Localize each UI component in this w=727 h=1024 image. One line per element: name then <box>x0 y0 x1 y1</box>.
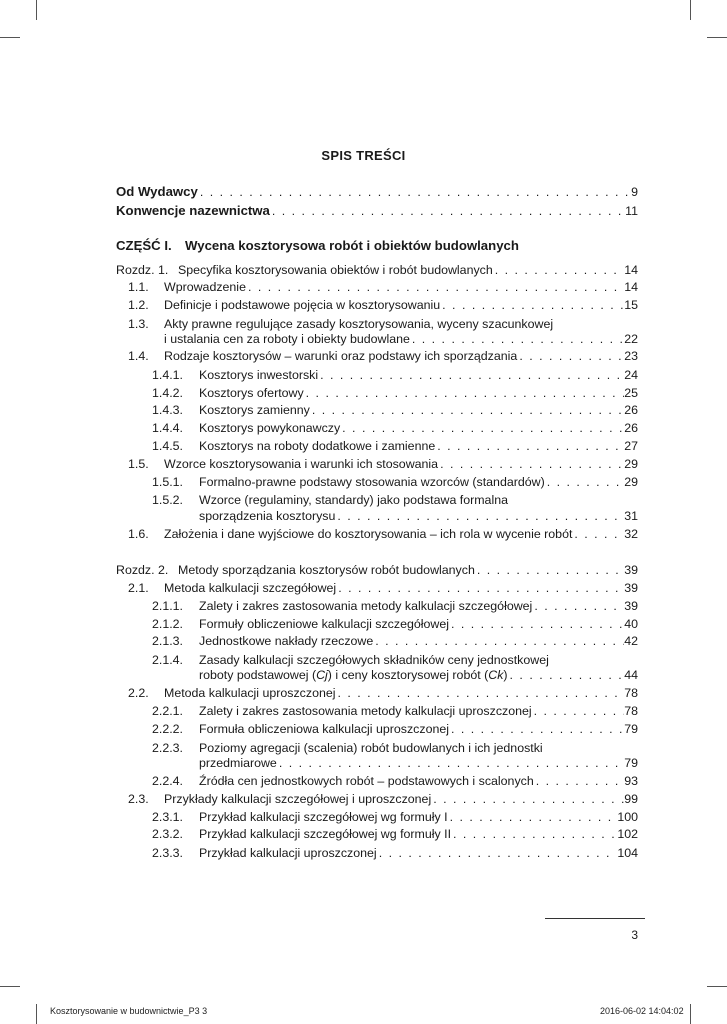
section-title: Poziomy agregacji (scalenia) robót budowlanych i ich jednostki <box>199 741 543 755</box>
section-title: Kosztorys inwestorski <box>199 368 319 382</box>
chapter-number: Rozdz. 2. <box>116 563 169 577</box>
section-title: Kosztorys na roboty dodatkowe i zamienne <box>199 439 436 453</box>
section-number: 1.1. <box>128 280 149 294</box>
leader-dots <box>198 184 628 201</box>
leader-dots <box>277 755 624 772</box>
leader-dots <box>517 348 624 365</box>
leader-dots <box>572 526 624 543</box>
leader-dots <box>440 297 624 314</box>
toc-entry-od-wydawcy[interactable] <box>116 183 638 200</box>
leader-dots <box>532 703 625 720</box>
toc-page-number: 14 <box>624 263 638 277</box>
crop-mark-bottom-right-h <box>707 986 727 987</box>
toc-entry-konwencje[interactable] <box>116 202 638 219</box>
crop-mark-top-right-h <box>707 37 727 38</box>
toc-entry-1-4-3[interactable] <box>116 402 638 419</box>
section-title: Zalety i zakres zastosowania metody kalkulacji szczegółowej <box>199 599 533 613</box>
toc-entry-label: Konwencje nazewnictwa <box>116 203 270 218</box>
section-number: 2.3.1. <box>152 810 184 824</box>
section-number: 1.4.3. <box>152 403 184 417</box>
leader-dots <box>493 262 624 279</box>
page-title: SPIS TREŚCI <box>321 148 406 163</box>
section-number: 2.2.2. <box>152 722 184 736</box>
crop-mark-top-right-v <box>690 0 691 20</box>
part-title: Wycena kosztorysowa robót i obiektów budowlanych <box>185 238 519 253</box>
section-number: 2.2.4. <box>152 774 184 788</box>
section-number: 1.5. <box>128 457 149 471</box>
toc-page-number: 11 <box>625 204 638 218</box>
toc-entry-1-4-2[interactable] <box>116 385 638 402</box>
toc-entry-label: Od Wydawcy <box>116 184 198 199</box>
leader-dots <box>377 845 618 862</box>
toc-entry-1-6[interactable] <box>116 526 638 543</box>
toc-page-number: 78 <box>624 686 638 700</box>
toc-page-number: 29 <box>624 475 638 489</box>
leader-dots <box>449 616 624 633</box>
section-title: Formuły obliczeniowe kalkulacji szczegółowej <box>199 617 449 631</box>
section-title: Przykład kalkulacji szczegółowej wg formuły I <box>199 810 448 824</box>
leader-dots <box>310 402 624 419</box>
toc-entry-2-1-2[interactable] <box>116 616 638 633</box>
leader-dots <box>508 667 625 684</box>
toc-page-number: 15 <box>624 298 638 312</box>
crop-mark-bottom-left-h <box>0 986 20 987</box>
leader-dots <box>438 456 624 473</box>
section-number: 1.6. <box>128 527 149 541</box>
section-number: 2.1.4. <box>152 653 184 667</box>
print-slug-right: 2016-06-02 14:04:02 <box>600 1006 684 1016</box>
toc-page-number: 27 <box>624 439 638 453</box>
section-title: Metoda kalkulacji szczegółowej <box>164 581 337 595</box>
section-title: Przykład kalkulacji uproszczonej <box>199 846 377 860</box>
toc-entry-2-2-4[interactable] <box>116 773 638 790</box>
toc-page-number: 32 <box>624 527 638 541</box>
leader-dots <box>431 791 624 808</box>
leader-dots <box>545 474 624 491</box>
leader-dots <box>336 685 625 702</box>
toc-page-number: 78 <box>624 704 638 718</box>
toc-page-number: 39 <box>624 563 638 577</box>
leader-dots <box>304 385 625 402</box>
toc-entry-2-2-3-line2[interactable] <box>116 755 638 772</box>
toc-page-number: 40 <box>624 617 638 631</box>
page-number: 3 <box>631 928 638 942</box>
section-number: 2.3.2. <box>152 827 184 841</box>
section-number: 1.2. <box>128 298 149 312</box>
section-number: 1.4.2. <box>152 386 184 400</box>
leader-dots <box>534 773 624 790</box>
toc-entry-1-4-5[interactable] <box>116 438 638 455</box>
section-title: Zasady kalkulacji szczegółowych składników ceny jednostkowej <box>199 653 549 667</box>
toc-page-number: 104 <box>617 846 638 860</box>
toc-page-number: 29 <box>624 457 638 471</box>
toc-entry-2-1-1[interactable] <box>116 598 638 615</box>
leader-dots <box>410 331 624 348</box>
chapter-2-heading[interactable] <box>116 562 638 579</box>
leader-dots <box>532 598 624 615</box>
toc-entry-1-3-line2[interactable] <box>116 331 638 348</box>
section-title: Zalety i zakres zastosowania metody kalkulacji uproszczonej <box>199 704 532 718</box>
toc-page-number: 9 <box>631 185 638 199</box>
chapter-1-heading[interactable] <box>116 262 638 279</box>
section-title: Kosztorys ofertowy <box>199 386 304 400</box>
leader-dots <box>451 826 617 843</box>
toc-entry-2-2-1[interactable] <box>116 703 638 720</box>
section-title: Źródła cen jednostkowych robót – podstawowych i scalonych <box>199 774 534 788</box>
section-title: Rodzaje kosztorysów – warunki oraz podstawy ich sporządzania <box>164 349 518 363</box>
section-number: 2.2.1. <box>152 704 184 718</box>
toc-entry-2-2-2[interactable] <box>116 721 638 738</box>
toc-page-number: 23 <box>624 349 638 363</box>
leader-dots <box>270 203 625 220</box>
toc-entry-1-1[interactable] <box>116 279 638 296</box>
toc-entry-2-1-4-line2[interactable] <box>116 667 638 684</box>
toc-entry-1-5-2-line2[interactable] <box>116 508 638 525</box>
section-number: 1.4.1. <box>152 368 184 382</box>
toc-page-number: 79 <box>624 722 638 736</box>
toc-page-number: 24 <box>624 368 638 382</box>
toc-page-number: 39 <box>624 581 638 595</box>
toc-entry-2-3-1[interactable] <box>116 809 638 826</box>
leader-dots <box>448 809 618 826</box>
section-title-continued: sporządzenia kosztorysu <box>199 509 336 523</box>
toc-entry-2-2[interactable] <box>116 685 638 702</box>
section-number: 1.5.2. <box>152 493 184 507</box>
section-title: Wprowadzenie <box>164 280 246 294</box>
toc-page-number: 14 <box>624 280 638 294</box>
crop-mark-bottom-left-v <box>36 1004 37 1024</box>
part-heading[interactable] <box>116 237 638 254</box>
toc-page-number: 79 <box>624 756 638 770</box>
section-title: Założenia i dane wyjściowe do kosztorysowania – ich rola w wycenie robót <box>164 527 573 541</box>
toc-entry-1-5-1[interactable] <box>116 474 638 491</box>
section-title: Akty prawne regulujące zasady kosztorysowania, wyceny szacunkowej <box>164 317 554 331</box>
leader-dots <box>435 438 624 455</box>
toc-page-number: 99 <box>624 792 638 806</box>
crop-mark-top-left-v <box>36 0 37 20</box>
toc-entry-2-3-2[interactable] <box>116 826 638 843</box>
toc-entry-2-1-3[interactable] <box>116 633 638 650</box>
crop-mark-bottom-right-v <box>690 1004 691 1024</box>
section-number: 2.1.2. <box>152 617 184 631</box>
toc-page-number: 42 <box>624 634 638 648</box>
toc-entry-1-5[interactable] <box>116 456 638 473</box>
toc-page-number: 26 <box>624 403 638 417</box>
section-title: Wzorce kosztorysowania i warunki ich stosowania <box>164 457 439 471</box>
toc-entry-1-4[interactable] <box>116 348 638 365</box>
toc-page-number: 39 <box>624 599 638 613</box>
section-number: 1.4.4. <box>152 421 184 435</box>
section-number: 2.2.3. <box>152 741 184 755</box>
section-number: 1.4.5. <box>152 439 184 453</box>
toc-entry-2-3-3[interactable] <box>116 845 638 862</box>
section-number: 1.4. <box>128 349 149 363</box>
toc-entry-1-2[interactable] <box>116 297 638 314</box>
leader-dots <box>335 508 624 525</box>
section-title: Przykład kalkulacji szczegółowej wg formuły II <box>199 827 452 841</box>
section-title-continued: przedmiarowe <box>199 756 277 770</box>
section-title-continued: i ustalania cen za roboty i obiekty budowlane <box>164 332 410 346</box>
section-title: Formalno-prawne podstawy stosowania wzorców (standardów) <box>199 475 545 489</box>
section-title: Jednostkowe nakłady rzeczowe <box>199 634 374 648</box>
toc-page-number: 26 <box>624 421 638 435</box>
section-number: 2.3. <box>128 792 149 806</box>
chapter-title: Specyfika kosztorysowania obiektów i robót budowlanych <box>178 263 493 277</box>
toc-page-number: 22 <box>624 332 638 346</box>
section-number: 2.1.3. <box>152 634 184 648</box>
section-title: Kosztorys powykonawczy <box>199 421 341 435</box>
toc-entry-1-4-1[interactable] <box>116 367 638 384</box>
section-number: 2.1.1. <box>152 599 184 613</box>
section-title: Formuła obliczeniowa kalkulacji uproszczonej <box>199 722 449 736</box>
leader-dots <box>449 721 624 738</box>
section-title: Metoda kalkulacji uproszczonej <box>164 686 336 700</box>
section-number: 2.1. <box>128 581 149 595</box>
leader-dots <box>373 633 624 650</box>
chapter-number: Rozdz. 1. <box>116 263 169 277</box>
section-number: 1.3. <box>128 317 149 331</box>
leader-dots <box>336 580 624 597</box>
section-number: 2.2. <box>128 686 149 700</box>
section-number: 1.5.1. <box>152 475 184 489</box>
toc-page-number: 100 <box>617 810 638 824</box>
leader-dots <box>475 562 624 579</box>
leader-dots <box>246 279 624 296</box>
section-title: Definicje i podstawowe pojęcia w kosztorysowaniu <box>164 298 441 312</box>
toc-page-number: 93 <box>624 774 638 788</box>
toc-page-number: 31 <box>624 509 638 523</box>
chapter-title: Metody sporządzania kosztorysów robót budowlanych <box>178 563 475 577</box>
print-slug-left: Kosztorysowanie w budownictwie_P3 3 <box>50 1006 208 1016</box>
leader-dots <box>340 420 624 437</box>
section-title: Kosztorys zamienny <box>199 403 310 417</box>
toc-entry-2-1[interactable] <box>116 580 638 597</box>
toc-page-number: 102 <box>617 827 638 841</box>
crop-mark-top-left-h <box>0 37 20 38</box>
footer-rule <box>545 918 645 919</box>
toc-page-number: 25 <box>624 386 638 400</box>
toc-page-number: 44 <box>624 668 638 682</box>
part-number: CZĘŚĆ I. <box>116 238 172 253</box>
section-number: 2.3.3. <box>152 846 184 860</box>
section-title: Wzorce (regulaminy, standardy) jako podstawa formalna <box>199 493 508 507</box>
toc-entry-1-5-2-line1[interactable] <box>116 492 638 509</box>
section-title-continued: roboty podstawowej (Cj) i ceny kosztorysowej robót (Ck) <box>199 668 508 682</box>
leader-dots <box>318 367 624 384</box>
section-title: Przykłady kalkulacji szczegółowej i uproszczonej <box>164 792 432 806</box>
toc-entry-2-3[interactable] <box>116 791 638 808</box>
toc-entry-1-4-4[interactable] <box>116 420 638 437</box>
